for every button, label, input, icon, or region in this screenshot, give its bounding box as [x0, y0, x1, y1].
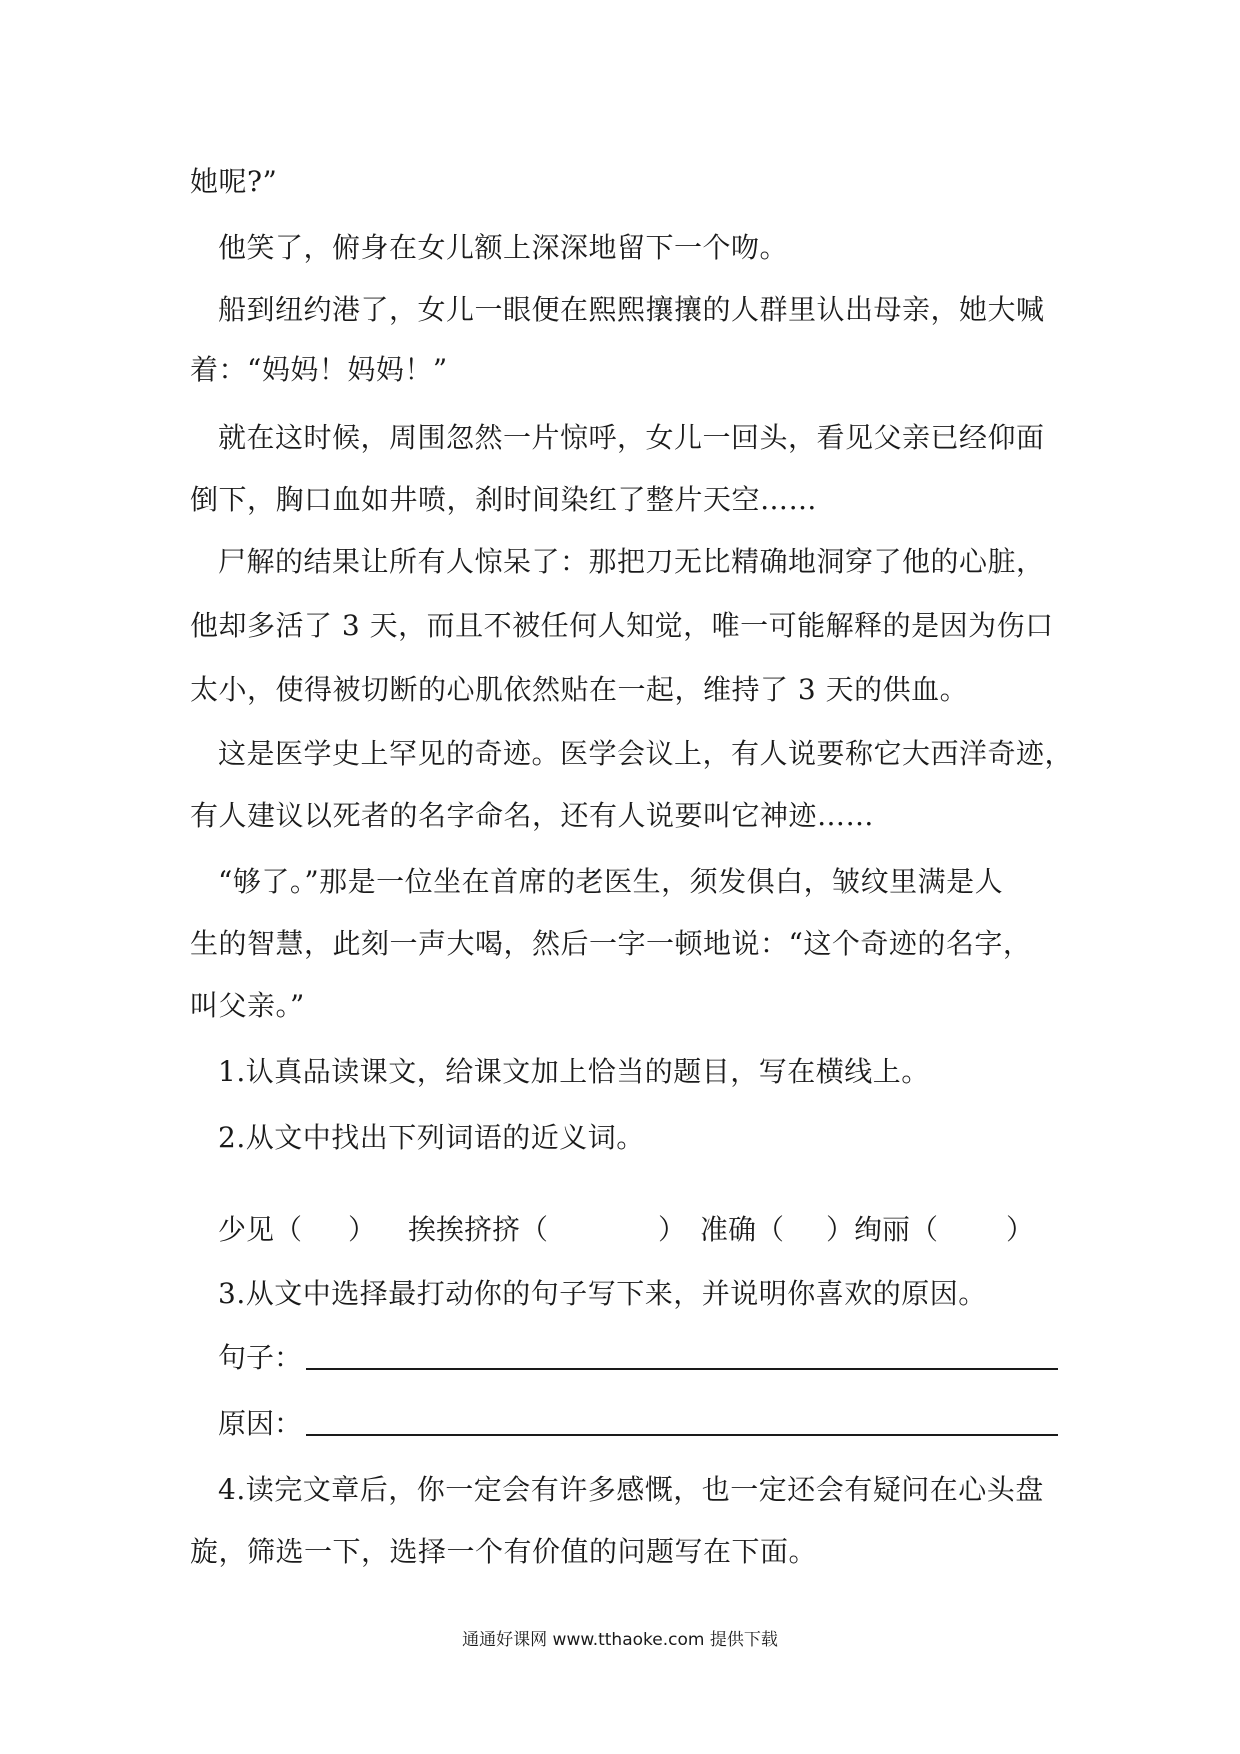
- footer-credit: 通通好课网 www.tthaoke.com 提供下载: [462, 1630, 778, 1650]
- sentence-label: 句子：: [218, 1341, 303, 1374]
- question-4-line-1: 4.读完文章后，你一定会有许多感慨，也一定还会有疑问在心头盘: [218, 1473, 1044, 1506]
- vocab-shaojian-close: ）: [348, 1213, 377, 1246]
- sentence-answer-row: [218, 1338, 1058, 1378]
- passage-line-1: 她呢?”: [190, 165, 278, 198]
- passage-line-13: 生的智慧，此刻一声大喝，然后一字一顿地说：“这个奇迹的名字，: [190, 927, 1032, 960]
- vocab-row: [218, 1210, 1068, 1250]
- reason-label: 原因：: [218, 1407, 303, 1440]
- question-4-line-2: 旋，筛选一下，选择一个有价值的问题写在下面。: [190, 1535, 818, 1568]
- passage-line-8: 他却多活了 3 天，而且不被任何人知觉，唯一可能解释的是因为伤口: [190, 609, 1054, 642]
- question-3: 3.从文中选择最打动你的句子写下来，并说明你喜欢的原因。: [218, 1277, 987, 1310]
- question-2: 2.从文中找出下列词语的近义词。: [218, 1121, 645, 1154]
- vocab-aiaijiji-close: ）: [658, 1213, 687, 1246]
- passage-line-4: 着：“妈妈！妈妈！”: [190, 353, 448, 386]
- reason-answer-line[interactable]: [306, 1434, 1058, 1436]
- passage-line-7: 尸解的结果让所有人惊呆了：那把刀无比精确地洞穿了他的心脏，: [218, 545, 1045, 578]
- vocab-xuanli-close: ）: [1006, 1213, 1035, 1246]
- reason-answer-row: [218, 1404, 1058, 1444]
- passage-line-12: “够了。”那是一位坐在首席的老医生，须发俱白，皱纹里满是人: [218, 865, 1004, 898]
- passage-line-6: 倒下，胸口血如井喷，刹时间染红了整片天空……: [190, 483, 818, 516]
- vocab-xuanli: ）绚丽（: [826, 1213, 939, 1246]
- vocab-aiaijiji: 挨挨挤挤（: [408, 1213, 549, 1246]
- passage-line-10: 这是医学史上罕见的奇迹。医学会议上，有人说要称它大西洋奇迹，: [218, 737, 1074, 770]
- passage-line-9: 太小，使得被切断的心肌依然贴在一起，维持了 3 天的供血。: [190, 673, 969, 706]
- passage-line-3: 船到纽约港了，女儿一眼便在熙熙攘攘的人群里认出母亲，她大喊: [218, 293, 1045, 326]
- vocab-zhunque: 准确（: [700, 1213, 785, 1246]
- passage-line-5: 就在这时候，周围忽然一片惊呼，女儿一回头，看见父亲已经仰面: [218, 421, 1045, 454]
- vocab-shaojian: 少见（: [218, 1213, 303, 1246]
- sentence-answer-line[interactable]: [306, 1368, 1058, 1370]
- passage-line-11: 有人建议以死者的名字命名，还有人说要叫它神迹……: [190, 799, 875, 832]
- passage-line-14: 叫父亲。”: [190, 989, 305, 1022]
- question-1: 1.认真品读课文，给课文加上恰当的题目，写在横线上。: [218, 1055, 930, 1088]
- passage-line-2: 他笑了，俯身在女儿额上深深地留下一个吻。: [218, 231, 789, 264]
